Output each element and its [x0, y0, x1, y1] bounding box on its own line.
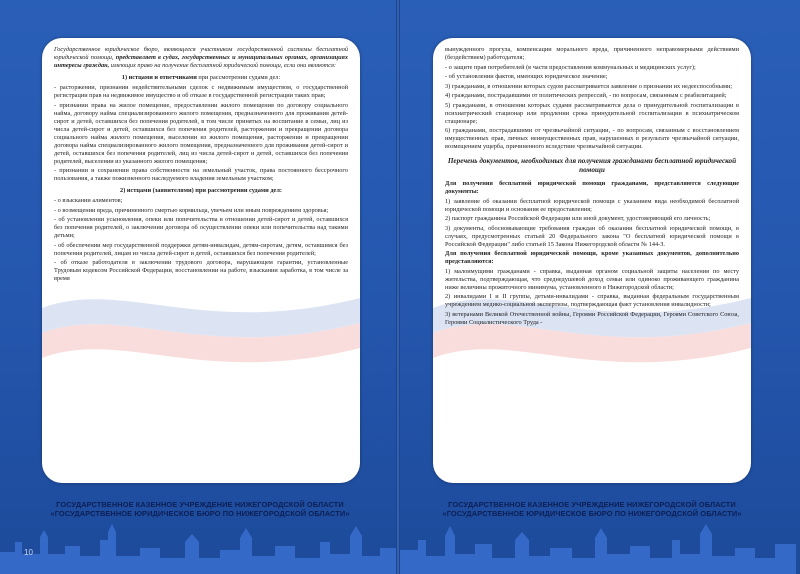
page-gutter [396, 0, 400, 574]
intro-bold: представляет в судах, государственных и муниципальных органах, организациях интересы граждан, [54, 54, 348, 69]
footer-line1: ГОСУДАРСТВЕННОЕ КАЗЕННОЕ УЧРЕЖДЕНИЕ НИЖЕГОРОДСКОЙ ОБЛАСТИ [56, 500, 344, 509]
list-item: - о взыскании алиментов; [54, 197, 123, 204]
list-item: 2) инвалидами I и II группы, детьми-инвалидами - справка, выданная федеральным государственным учреждением медико-социальной экспертизы, подтверждающая факт установления инвалидности; [445, 293, 739, 308]
list-item: 1) малоимущими гражданами - справка, выданная органом социальной защиты населения по месту жительства, подтверждающая, что среднедушевой доход семьи или одиноко проживающего гражданина ниже величины прожиточного минимума, установленного в Нижегородской области; [445, 267, 739, 291]
city-skyline-icon [400, 512, 796, 574]
documents-title: Перечень документов, необходимых для получения гражданами бесплатной юридической помощи [447, 157, 737, 174]
list-item: - об обеспечении мер государственной поддержки детям-инвалидам, детям-сиротам, детям, оставшимся без попечения родителей, лицам из числа детей-сирот и детей, оставшихся без попечения родителей; [54, 241, 348, 257]
extra-documents-intro: Для получения бесплатной юридической помощи, кроме указанных документов, дополнительно представляются: [445, 250, 739, 265]
left-page-text [42, 38, 360, 283]
list-item: - признании и сохранении права собственности на земельный участок, права постоянного бессрочного пользования, а также пожизненного наследуемого владения земельным участком; [54, 167, 348, 182]
footer-line2: «ГОСУДАРСТВЕННОЕ ЮРИДИЧЕСКОЕ БЮРО ПО НИЖЕГОРОДСКОЙ ОБЛАСТИ» [442, 509, 742, 518]
page-number: 10 [24, 548, 33, 557]
list-item: - об установлении усыновления, опеки или попечительства в отношении детей-сирот и детей, оставшихся без попечения родителей, о заключении договора об осуществлении опеки или попечительства над такими детьми; [54, 216, 348, 239]
list-item: 3) гражданами, в отношении которых судом рассматривается заявление о признании их недееспособными; [445, 82, 733, 90]
list-item: 3) ветеранами Великой Отечественной войны, Героями Российской Федерации, Героями Советского Союза, Героями Социалистического Труда - [445, 310, 739, 326]
footer-line2: «ГОСУДАРСТВЕННОЕ ЮРИДИЧЕСКОЕ БЮРО ПО НИЖЕГОРОДСКОЙ ОБЛАСТИ» [50, 509, 350, 518]
footer-line1: ГОСУДАРСТВЕННОЕ КАЗЕННОЕ УЧРЕЖДЕНИЕ НИЖЕГОРОДСКОЙ ОБЛАСТИ [448, 500, 736, 509]
list-item: 1) заявление об оказании бесплатной юридической помощи с указанием вида необходимой бесплатной юридической помощи и основания ее предоставления; [445, 197, 739, 213]
documents-intro: Для получения бесплатной юридической помощи гражданами, представляются следующие документы: [445, 180, 739, 195]
list-item: 2) паспорт гражданина Российской Федерации или иной документ, удостоверяющий его личность; [445, 215, 711, 222]
list-item: 6) гражданами, пострадавшими от чрезвычайной ситуации, - по вопросам, связанным с восстановлением имущественных прав, личных неимущественных прав, нарушенных в результате чрезвычайной ситуации, возмещением ущерба, причиненного вследствие чрезвычайной ситуации. [445, 127, 739, 150]
list-item: - о возмещении вреда, причиненного смертью кормильца, увечьем или иным повреждением здоровья; [54, 206, 329, 214]
intro-paragraph [54, 46, 348, 70]
flag-watermark-icon [42, 268, 360, 378]
list-item: - о защите прав потребителей (в части предоставления коммунальных и медицинских услуг); [445, 63, 696, 71]
section2-heading: 2) истцами (заявителями) при рассмотрении судами дел: [120, 187, 282, 194]
list-item: - об установлении фактов, имеющих юридическое значение; [445, 73, 608, 80]
list-item: 5) гражданами, в отношении которых судами рассматриваются дела о принудительной госпитализации в психиатрический стационар или продлении срока принудительной госпитализации в психиатрическом стационаре; [445, 101, 739, 125]
intro-tail: имеющих право на получение бесплатной юридической помощи, если они являются: [110, 62, 337, 69]
city-skyline-icon [0, 512, 396, 574]
list-item: - признании права на жилое помещение, предоставлении жилого помещения по договору социального найма, договору найма специализированного жилого помещения, предназначенного для проживания детей-сирот и детей, оставшихся без попечения родителей, в том числе принятых на воспитание в семьи, лиц из числа детей-сирот и детей, оставшихся без попечения родителей, расторжении и прекращении договора социального найма жилого помещения, выселении из жилого помещения, расторжении и прекращении договора найма специализированного жилого помещения, предназначенного для проживания детей-сирот и детей, оставшихся без попечения родителей, лиц из числа детей-сирот и детей, оставшихся без попечения родителей, выселении из указанного жилого помещения; [54, 101, 348, 165]
list-item: - об отказе работодателя в заключении трудового договора, нарушающем гарантии, установленные Трудовым кодексом Российской Федерации, восстановлении на работе, взыскании заработка, в том числе за время [54, 259, 348, 282]
left-page-panel [42, 38, 360, 483]
right-page-panel [433, 38, 751, 483]
list-item: 3) документы, обосновывающие требования граждан об оказании бесплатной юридической помощи, в случаях, предусмотренных статьей 20 Федерального закона "О бесплатной юридической помощи в Российской Федерации" либо статьей 15 Закона Нижегородской области № 144-З. [445, 224, 739, 248]
intro-normal: Государственное юридическое бюро, являющееся участником государственной системы бесплатной юридической помощи, [54, 46, 348, 61]
right-page-text [433, 38, 751, 327]
section1-heading-tail: при рассмотрении судами дел: [198, 74, 281, 81]
section1-heading: 1) истцами и ответчиками при рассмотрении судами дел: [121, 74, 281, 81]
list-item: 4) гражданами, пострадавшими от политических репрессий, - по вопросам, связанным с реабилитацией; [445, 92, 727, 99]
list-item: - расторжении, признании недействительными сделок с недвижимым имуществом, о государственной регистрации прав на недвижимое имущество и об отказе в государственной регистрации таких прав; [54, 84, 348, 99]
list-item: вынужденного прогула, компенсации морального вреда, причиненного неправомерными действиями (бездействием) работодателя; [445, 46, 739, 61]
